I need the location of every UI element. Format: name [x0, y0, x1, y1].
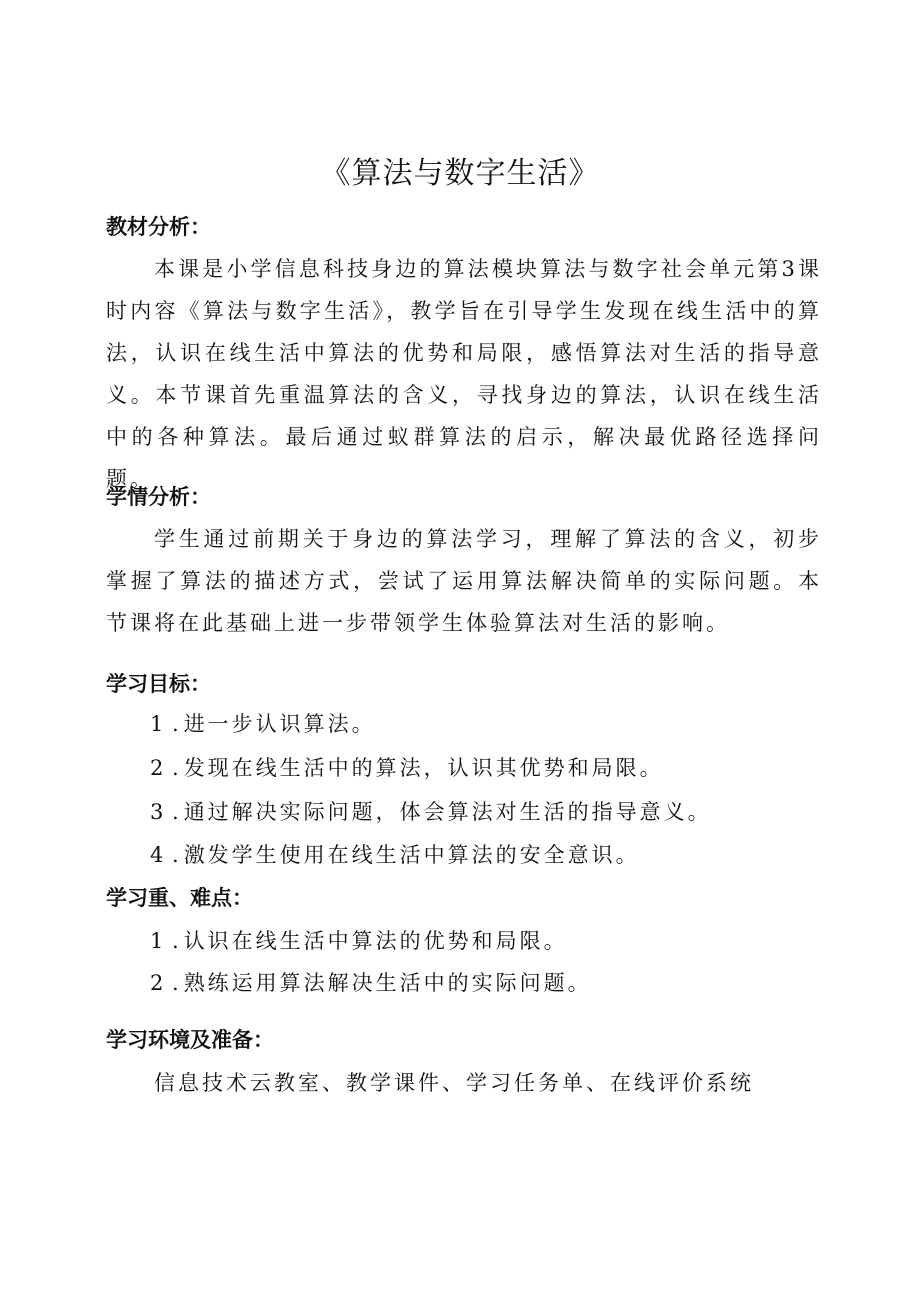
heading-material-analysis: 教材分析： — [106, 215, 211, 239]
goal-number: 4 — [150, 843, 167, 867]
paragraph-student-analysis: 学生通过前期关于身边的算法学习，理解了算法的含义，初步掌握了算法的描述方式，尝试了运用算法解决简单的实际问题。本节课将在此基础上进一步带领学生体验算法对生活的影响。 — [106, 527, 822, 635]
environment-text: 信息技术云教室、教学课件、学习任务单、在线评价系统 — [154, 1071, 754, 1095]
goal-item: 1 .进一步认识算法。 — [150, 709, 810, 739]
keypoint-number: 1 — [150, 929, 167, 953]
keypoint-item: 2 .熟练运用算法解决生活中的实际问题。 — [150, 968, 810, 998]
heading-learning-goals: 学习目标： — [106, 672, 211, 696]
goal-item: 4 .激发学生使用在线生活中算法的安全意识。 — [150, 840, 810, 870]
goal-text: 通过解决实际问题，体会算法对生活的指导意义。 — [183, 800, 712, 824]
heading-student-analysis: 学情分析： — [106, 485, 211, 509]
goal-item: 3 .通过解决实际问题，体会算法对生活的指导意义。 — [150, 797, 810, 827]
keypoint-text: 认识在线生活中算法的优势和局限。 — [183, 929, 568, 953]
keypoint-item: 1 .认识在线生活中算法的优势和局限。 — [150, 926, 810, 956]
document-title: 《算法与数字生活》 — [320, 156, 600, 191]
heading-environment: 学习环境及准备： — [106, 1028, 274, 1052]
goal-text: 发现在线生活中的算法，认识其优势和局限。 — [183, 756, 664, 780]
keypoint-number: 2 — [150, 971, 167, 995]
heading-key-difficult-points: 学习重、难点： — [106, 886, 253, 910]
goal-item: 2 .发现在线生活中的算法，认识其优势和局限。 — [150, 753, 810, 783]
keypoint-text: 熟练运用算法解决生活中的实际问题。 — [183, 971, 592, 995]
goal-number: 1 — [150, 712, 167, 736]
goal-text: 进一步认识算法。 — [183, 712, 376, 736]
goal-number: 3 — [150, 800, 167, 824]
goal-text: 激发学生使用在线生活中算法的安全意识。 — [183, 843, 640, 867]
paragraph-material-analysis: 本课是小学信息科技身边的算法模块算法与数字社会单元第3课时内容《算法与数字生活》，教学旨在引导学生发现在线生活中的算法，认识在线生活中算法的优势和局限，感悟算法对生活的指导意义。本节课首先重温算法的含义，寻找身边的算法，认识在线生活中的各种算法。最后通过蚁群算法的启示，解决最优路径选择问题。 — [106, 257, 822, 491]
goal-number: 2 — [150, 756, 167, 780]
